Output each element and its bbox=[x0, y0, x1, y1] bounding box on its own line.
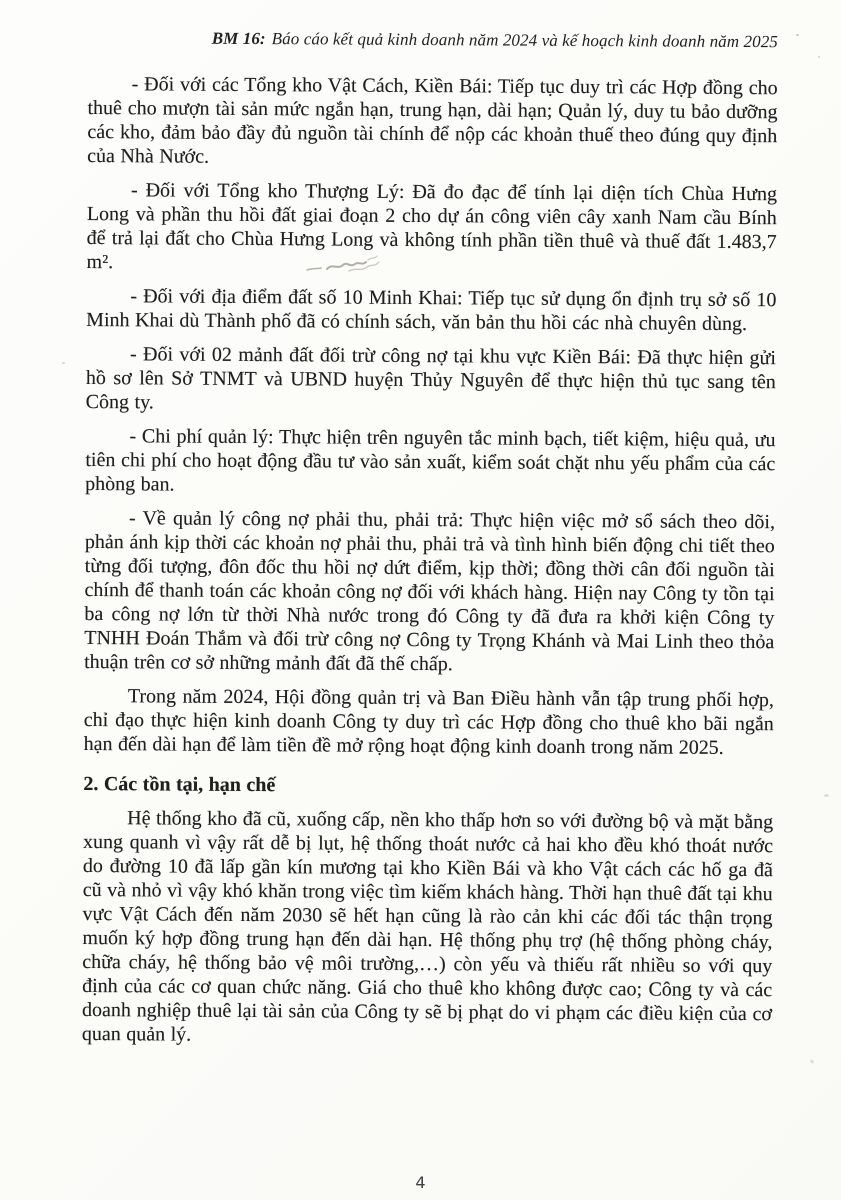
paragraph-trong-nam-2024: Trong năm 2024, Hội đồng quản trị và Ban Điều hành vẫn tập trung phối hợp, chỉ đạo thực hiện kinh doanh Công ty duy trì các Hợp đồng cho thuê kho bãi ngắn hạn đến dài hạn để làm tiền đề mở rộng hoạt động kinh doanh trong năm 2025. bbox=[83, 685, 774, 759]
scan-speck bbox=[810, 1059, 815, 1064]
scan-speck bbox=[824, 794, 829, 797]
paragraph-ton-tai-han-che: Hệ thống kho đã cũ, xuống cấp, nền kho thấp hơn so với đường bộ và mặt bằng xung quanh vì vậy rất dễ bị lụt, hệ thống thoát nước cả hai kho đều khó thoát nước do đường 10 đã lấp gần kín mương tại kho Kiền Bái và kho Vật cách các hố ga đã cũ và nhỏ vì vậy khó khăn trong việc tìm kiếm khách hàng. Thời hạn thuê đất tại khu vực Vật Cách đến năm 2030 sẽ hết hạn cũng là rào cản khi các đối tác thận trọng muốn ký hợp đồng trung hạn đến dài hạn. Hệ thống phụ trợ (hệ thống phòng cháy, chữa cháy, hệ thống bảo vệ môi trường,…) còn yếu và thiếu rất nhiều so với quy định của các cơ quan chức năng. Giá cho thuê kho không được cao; Công ty và các doanh nghiệp thuê lại tài sản của Công ty sẽ bị phạt do vi phạm các điều kiện của cơ quan quản lý. bbox=[81, 807, 774, 1046]
document-content bbox=[82, 28, 778, 1060]
paragraph-tong-kho-vat-cach: - Đối với các Tổng kho Vật Cách, Kiền Bái: Tiếp tục duy trì các Hợp đồng cho thuê cho mượn tài sản mức ngắn hạn, trung hạn, dài hạn; Quản lý, duy tu bảo dưỡng các kho, đảm bảo đầy đủ nguồn tài chính để nộp các khoản thuế theo đúng quy định của Nhà Nước. bbox=[87, 73, 778, 168]
paragraph-cong-no: - Về quản lý công nợ phải thu, phải trả: Thực hiện việc mở sổ sách theo dõi, phản ánh kịp thời các khoản nợ phải thu, phải trả và tình hình biến động chi tiết theo từng đối tượng, đôn đốc thu hồi nợ dứt điểm, kịp thời; đồng thời cân đối nguồn tài chính để thanh toán các khoản công nợ đối với khách hàng. Hiện nay Công ty tồn tại ba công nợ lớn từ thời Nhà nước trong đó Công ty đã đưa ra khởi kiện Công ty TNHH Đoán Thắm và đối trừ công nợ Công ty Trọng Khánh và Mai Linh theo thỏa thuận trên cơ sở những mảnh đất đã thế chấp. bbox=[84, 507, 776, 676]
scan-speck bbox=[796, 34, 799, 36]
document-title: Báo cáo kết quả kinh doanh năm 2024 và kế hoạch kinh doanh năm 2025 bbox=[271, 29, 778, 52]
page-number: 4 bbox=[415, 1173, 426, 1192]
paragraph-chi-phi-quan-ly: - Chi phí quản lý: Thực hiện trên nguyên tắc minh bạch, tiết kiệm, hiệu quả, ưu tiên chi phí cho hoạt động đầu tư vào sản xuất, kiểm soát chặt nhu yếu phẩm của các phòng ban. bbox=[85, 425, 776, 496]
paragraph-02-manh-dat: - Đối với 02 mảnh đất đối trừ công nợ tại khu vực Kiền Bái: Đã thực hiện gửi hồ sơ lên Sở TNMT và UBND huyện Thủy Nguyên để thực hiện thủ tục sang tên Công ty. bbox=[85, 343, 777, 414]
document-body bbox=[82, 72, 778, 1050]
scan-speck bbox=[345, 318, 347, 320]
section-heading-ton-tai-han-che: 2. Các tồn tại, hạn chế bbox=[83, 772, 276, 797]
pencil-smudge-icon bbox=[305, 253, 385, 283]
running-header bbox=[88, 28, 778, 52]
paragraph-tong-kho-thuong-ly: - Đối với Tổng kho Thượng Lý: Đã đo đạc để tính lại diện tích Chùa Hưng Long và phần thu hồi đất giai đoạn 2 cho dự án công viên cây xanh Nam cầu Bính để trả lại đất cho Chùa Hưng Long và không tính phần tiền thuê và thuế đất 1.483,7 m². bbox=[86, 179, 778, 274]
scan-speck bbox=[818, 56, 820, 58]
scan-speck bbox=[62, 362, 65, 364]
form-code-label: BM 16: bbox=[211, 28, 266, 49]
paragraph-dat-10-minh-khai: - Đối với địa điểm đất số 10 Minh Khai: Tiếp tục sử dụng ổn định trụ sở số 10 Minh Khai dù Thành phố đã có chính sách, văn bản thu hồi các nhà chuyên dùng. bbox=[86, 285, 777, 336]
